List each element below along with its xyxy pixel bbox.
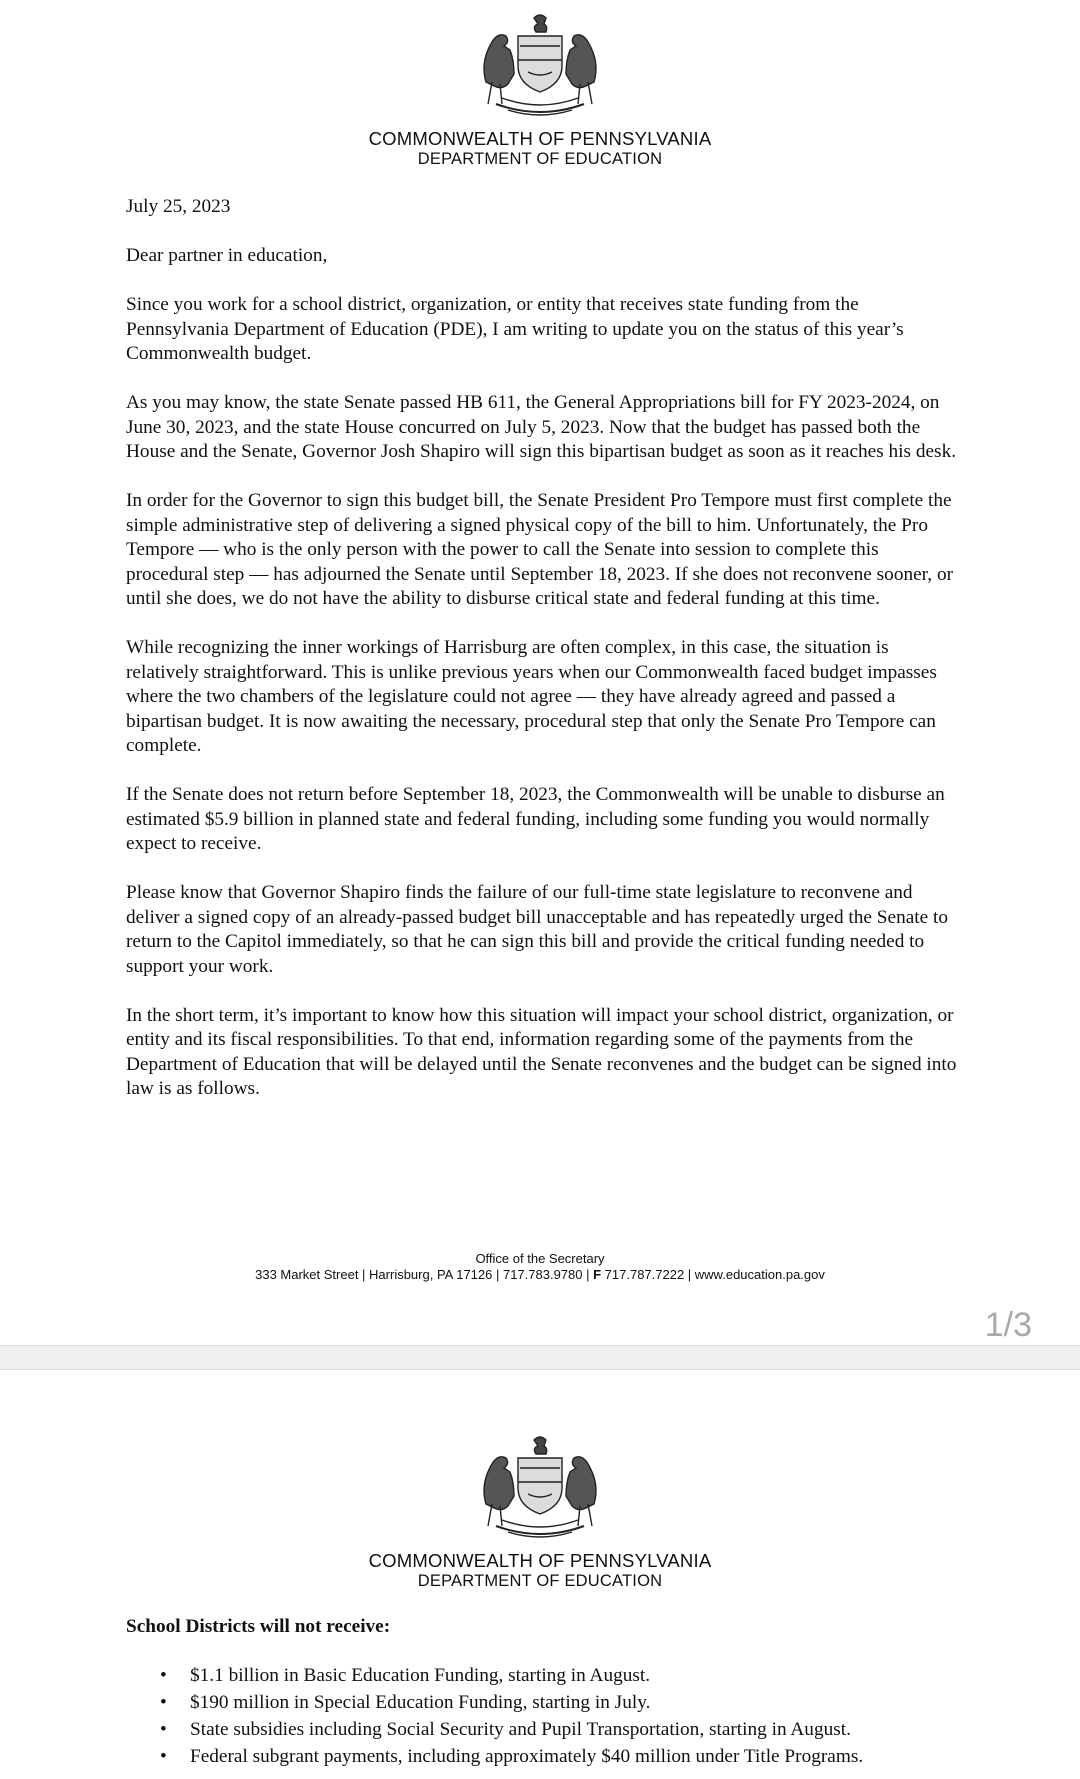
list-item-text: Federal subgrant payments, including approximately $40 million under Title Programs.	[190, 1746, 864, 1767]
footer-fax-label: F	[593, 1267, 602, 1282]
letter-footer	[0, 1251, 1080, 1283]
footer-address: 333 Market Street | Harrisburg, PA 17126 | 717.783.9780 |	[255, 1267, 594, 1282]
list-item	[126, 1716, 1026, 1743]
list-item-text: $190 million in Special Education Funding, starting in July.	[190, 1692, 651, 1713]
bullet-icon: •	[160, 1665, 167, 1686]
letter-date: July 25, 2023	[126, 196, 231, 217]
list-item	[126, 1689, 1026, 1716]
letter-paragraph: As you may know, the state Senate passed HB 611, the General Appropriations bill for FY 2023-2024, on June 30, 2023, and the state House concurred on July 5, 2023. Now that the budget has passed both the House and the Senate, Governor Josh Shapiro will sign this bipartisan budget as soon as it reaches his desk.	[126, 392, 957, 462]
letterhead-title: COMMONWEALTH OF PENNSYLVANIA	[368, 1550, 712, 1571]
bullet-icon: •	[160, 1692, 167, 1713]
bullet-list	[126, 1662, 1026, 1770]
pennsylvania-seal-icon	[468, 12, 612, 122]
list-item-text: $1.1 billion in Basic Education Funding, starting in August.	[190, 1665, 651, 1686]
letter-paragraph: Since you work for a school district, organization, or entity that receives state funding from the Pennsylvania Department of Education (PDE), I am writing to update you on the status of this year’s Commonwealth budget.	[126, 294, 904, 364]
letter-paragraph: In the short term, it’s important to know how this situation will impact your school district, organization, or entity and its fiscal responsibilities. To that end, information regarding some of the payments from the Department of Education that will be delayed until the Senate reconvenes and the budget can be signed into law is as follows.	[126, 1004, 957, 1099]
footer-fax-website: 717.787.7222 | www.education.pa.gov	[601, 1267, 825, 1282]
page-number-indicator: 1/3	[984, 1306, 1032, 1344]
page-separator	[0, 1345, 1080, 1370]
footer-address-line	[0, 1267, 1080, 1283]
list-item-text: State subsidies including Social Security and Pupil Transportation, starting in August.	[190, 1719, 851, 1740]
letter-paragraph: While recognizing the inner workings of Harrisburg are often complex, in this case, the situation is relatively straightforward. This is unlike previous years when our Commonwealth faced budget impasses where the two chambers of the legislature could not agree — they have already agreed and passed a bipartisan budget. It is now awaiting the necessary, procedural step that only the Senate Pro Tempore can complete.	[126, 637, 937, 756]
pennsylvania-seal-icon	[468, 1434, 612, 1544]
letter-paragraph: If the Senate does not return before September 18, 2023, the Commonwealth will be unable to disburse an estimated $5.9 billion in planned state and federal funding, including some funding you would normally expect to receive.	[126, 784, 945, 854]
letterhead-department: DEPARTMENT OF EDUCATION	[417, 1572, 663, 1590]
letterhead-department: DEPARTMENT OF EDUCATION	[417, 150, 663, 168]
letterhead-title: COMMONWEALTH OF PENNSYLVANIA	[368, 128, 712, 149]
footer-office: Office of the Secretary	[475, 1251, 605, 1266]
letter-salutation: Dear partner in education,	[126, 245, 328, 266]
list-item	[126, 1743, 1026, 1770]
bullet-icon: •	[160, 1719, 167, 1740]
letter-paragraph: Please know that Governor Shapiro finds the failure of our full-time state legislature to reconvene and deliver a signed copy of an already-passed budget bill unacceptable and has repeatedly urged the Senate to return to the Capitol immediately, so that he can sign this bill and provide the critical funding needed to support your work.	[126, 882, 948, 977]
letter-paragraph: In order for the Governor to sign this budget bill, the Senate President Pro Tempore must first complete the simple administrative step of delivering a signed physical copy of the bill to him. Unfortunately, the Pro Tempore — who is the only person with the power to call the Senate into session to complete this procedural step — has adjourned the Senate until September 18, 2023. If she does not reconvene sooner, or until she does, we do not have the ability to disburse critical state and federal funding at this time.	[126, 490, 954, 609]
bullet-icon: •	[160, 1746, 167, 1767]
letter-body	[126, 195, 962, 1126]
section-heading: School Districts will not receive:	[126, 1616, 391, 1637]
list-item	[126, 1662, 1026, 1689]
